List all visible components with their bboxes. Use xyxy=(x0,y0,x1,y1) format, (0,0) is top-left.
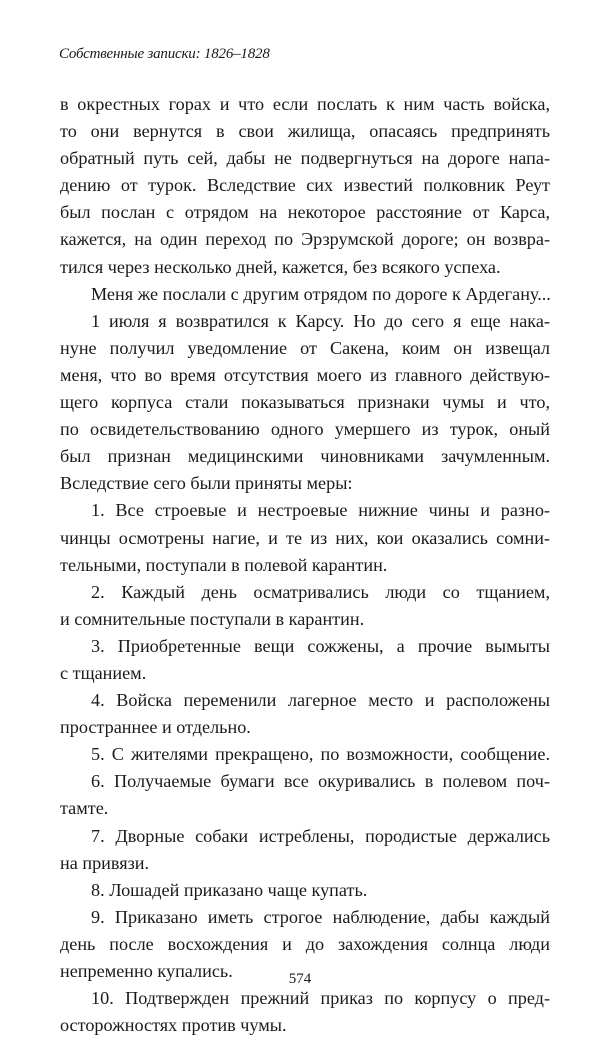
text-line: 5. С жителями прекращено, по возможности, сообщение. xyxy=(91,744,550,765)
text-line: и сомнительные поступали в карантин. xyxy=(60,608,365,629)
text-line: тамте. xyxy=(60,798,109,819)
text-line: 4. Войска переменили лагерное место и расположены xyxy=(91,690,550,711)
text-line: чинцы осмотрены нагие, и те из них, кои оказались сомни- xyxy=(60,527,550,548)
text-line: 10. Подтвержден прежний приказ по корпусу о пред- xyxy=(91,988,550,1009)
text-line: пространнее и отдельно. xyxy=(60,717,251,738)
text-line: на привязи. xyxy=(60,852,150,873)
running-head: Собственные записки: 1826–1828 xyxy=(59,46,270,62)
text-line: был признан медицинскими чиновниками зачумленным. xyxy=(60,446,550,467)
text-line: щего корпуса стали показываться признаки чумы и что, xyxy=(60,392,550,413)
text-line: 1. Все строевые и нестроевые нижние чины и разно- xyxy=(91,500,550,521)
text-line: непременно купались. xyxy=(60,961,233,981)
text-line: кажется, на один переход по Эрзрумской дороге; он возвра- xyxy=(60,229,550,250)
text-line: 3. Приобретенные вещи сожжены, а прочие вымыты xyxy=(91,635,550,656)
text-line: 9. Приказано иметь строгое наблюдение, дабы каждый xyxy=(91,906,550,927)
text-line: тельными, поступали в полевой карантин. xyxy=(60,554,388,575)
text-line: Меня же послали с другим отрядом по дороге к Ардегану... xyxy=(91,283,551,304)
text-line: дению от турок. Вследствие сих известий полковник Реут xyxy=(60,175,550,196)
text-line: осторожностях против чумы. xyxy=(60,1015,287,1036)
text-line: 7. Дворные собаки истреблены, породистые держались xyxy=(91,825,550,846)
text-line: был послан с отрядом на некоторое расстояние от Карса, xyxy=(60,202,550,223)
text-line: в окрестных горах и что если послать к ним часть войска, xyxy=(60,94,550,114)
text-line: Вследствие сего были приняты меры: xyxy=(60,473,353,494)
text-line: день после восхождения и до захождения солнца люди xyxy=(60,933,550,954)
text-line: 1 июля я возвратился к Карсу. Но до сего я еще нака- xyxy=(91,310,550,331)
text-line: меня, что во время отсутствия моего из главного действую- xyxy=(60,364,550,385)
text-line: нуне получил уведомление от Сакена, коим он извещал xyxy=(60,337,550,358)
text-line: с тщанием. xyxy=(60,662,147,683)
page-number: 574 xyxy=(288,971,312,987)
body-text xyxy=(60,91,550,1039)
text-line: то они вернутся в свои жилища, опасаясь предпринять xyxy=(60,121,550,142)
text-line: 6. Получаемые бумаги все окуривались в полевом поч- xyxy=(91,771,550,792)
text-line: по освидетельствованию одного умершего из турок, оный xyxy=(60,419,550,440)
text-line: обратный путь сей, дабы не подвергнуться на дороге напа- xyxy=(60,148,550,169)
text-line: 8. Лошадей приказано чаще купать. xyxy=(91,879,368,900)
text-line: 2. Каждый день осматривались люди со тщанием, xyxy=(91,581,550,602)
text-line: тился через несколько дней, кажется, без всякого успеха. xyxy=(60,256,501,277)
